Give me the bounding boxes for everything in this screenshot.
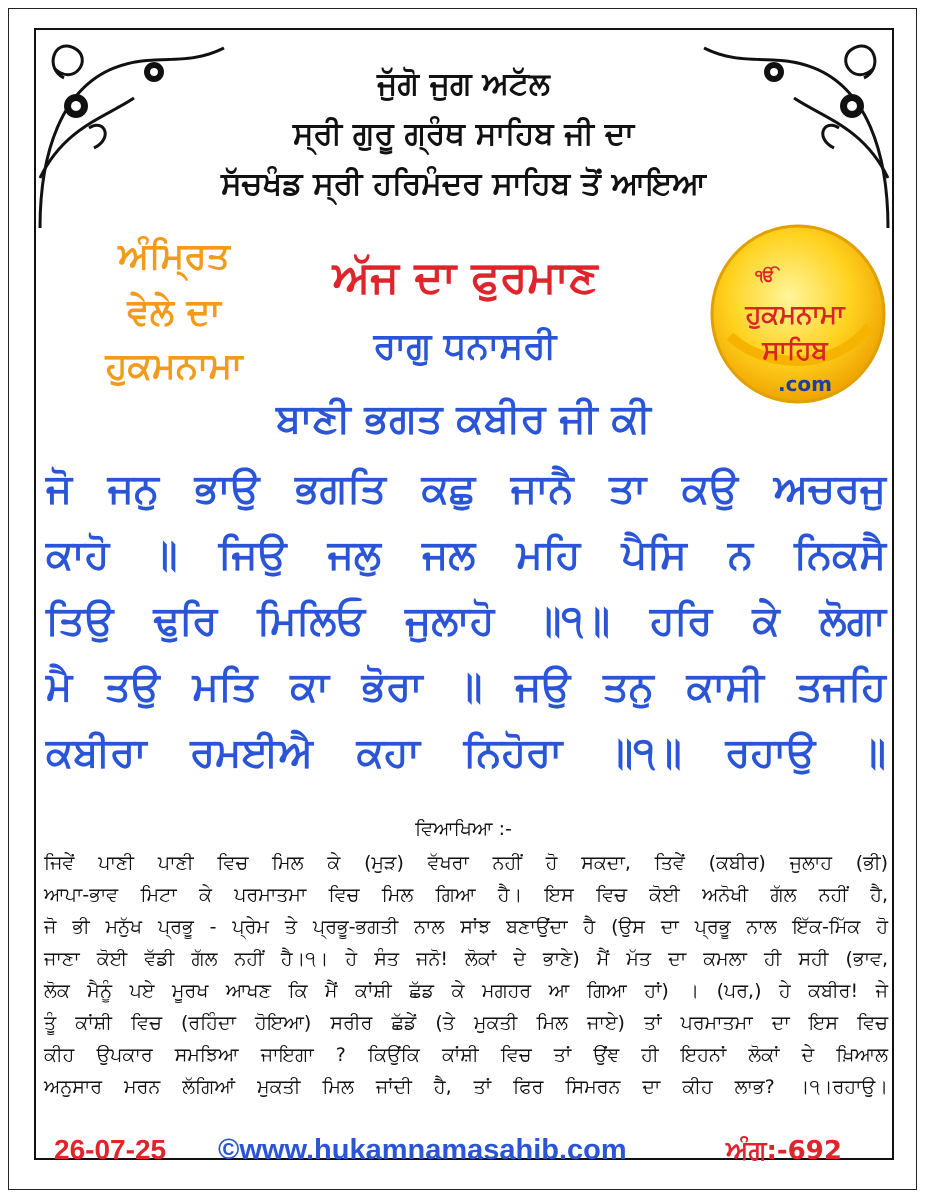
bani-heading: ਬਾਣੀ ਭਗਤ ਕਬੀਰ ਜੀ ਕੀ — [276, 396, 651, 442]
verse-line: ਤਿਉ ਢੁਰਿ ਮਿਲਿਓ ਜੁਲਾਹੋ ॥੧॥ ਹਰਿ ਕੇ ਲੋਗਾ — [46, 598, 886, 644]
hukamnama-sahib-logo — [700, 216, 890, 406]
header-line-1: ਜੁੱਗੋ ਜੁਗ ਅਟੱਲ — [377, 66, 550, 102]
logo-word-2: ਸਾਹਿਬ — [762, 336, 828, 366]
explanation-title: ਵਿਆਖਿਆ :- — [415, 818, 512, 840]
explanation-line: ਜਿਵੇਂ ਪਾਣੀ ਪਾਣੀ ਵਿਚ ਮਿਲ ਕੇ (ਮੁੜ) ਵੱਖਰਾ ਨਹੀਂ ਹੋ ਸਕਦਾ, ਤਿਵੇਂ (ਕਬੀਰ) ਜੁਲਾਹ (ਭੀ) — [44, 852, 888, 874]
verse-line: ਕਬੀਰਾ ਰਮਈਐ ਕਹਾ ਨਿਹੋਰਾ ॥੧॥ ਰਹਾਉ ॥ — [46, 730, 886, 776]
amrit-vele-line-3: ਹੁਕਮਨਾਮਾ — [105, 346, 243, 387]
logo-suffix: .com — [777, 372, 833, 396]
explanation-line: ਆਪਾ-ਭਾਵ ਮਿਟਾ ਕੇ ਪਰਮਾਤਮਾ ਵਿਚ ਮਿਲ ਗਿਆ ਹੈ। ਇਸ ਵਿਚ ਕੋਈ ਅਨੋਖੀ ਗੱਲ ਨਹੀਂ ਹੈ, — [44, 884, 888, 906]
footer-date: 26-07-25 — [54, 1134, 167, 1165]
logo-word-1: ਹੁਕਮਨਾਮਾ — [745, 300, 845, 330]
raag-heading: ਰਾਗੁ ਧਨਾਸਰੀ — [373, 326, 557, 367]
explanation-line: ਅਨੁਸਾਰ ਮਰਨ ਲੱਗਿਆਂ ਮੁਕਤੀ ਮਿਲ ਜਾਂਦੀ ਹੈ, ਤਾਂ ਫਿਰ ਸਿਮਰਨ ਦਾ ਕੀਹ ਲਾਭ? ।੧।ਰਹਾਉ। — [44, 1076, 888, 1098]
logo-ik-onkar: ੴ — [755, 266, 775, 285]
explanation-line: ਜਾਣਾ ਕੋਈ ਵੱਡੀ ਗੱਲ ਨਹੀਂ ਹੈ।੧। ਹੇ ਸੰਤ ਜਨੋ! ਲੋਕਾਂ ਦੇ ਭਾਣੇ) ਮੈਂ ਮੱਤ ਦਾ ਕਮਲਾ ਹੀ ਸਹੀ (ਭਾਵ, — [44, 948, 888, 970]
amrit-vele-line-2: ਵੇਲੇ ਦਾ — [127, 292, 221, 333]
amrit-vele-line-1: ਅੰਮ੍ਰਿਤ — [118, 236, 230, 277]
explanation-line: ਕੀਹ ਉਪਕਾਰ ਸਮਝਿਆ ਜਾਇਗਾ ? ਕਿਉਂਕਿ ਕਾਂਸ਼ੀ ਵਿਚ ਤਾਂ ਉਂਞ ਹੀ ਇਹਨਾਂ ਲੋਕਾਂ ਦੇ ਖ਼ਿਆਲ — [44, 1044, 888, 1066]
page-title: ਅੱਜ ਦਾ ਫੁਰਮਾਣ — [332, 252, 598, 303]
explanation-line: ਤੂੰ ਕਾਂਸ਼ੀ ਵਿਚ (ਰਹਿੰਦਾ ਹੋਇਆ) ਸਰੀਰ ਛੱਡੇਂ (ਤੇ ਮੁਕਤੀ ਮਿਲ ਜਾਏ) ਤਾਂ ਪਰਮਾਤਮਾ ਦਾ ਇਸ ਵਿਚ — [44, 1012, 888, 1034]
header-line-3: ਸੱਚਖੰਡ ਸ੍ਰੀ ਹਰਿਮੰਦਰ ਸਾਹਿਬ ਤੋਂ ਆਇਆ — [221, 166, 706, 202]
footer-ang-number: ਅੰਗ:-692 — [726, 1136, 842, 1166]
footer — [46, 1134, 886, 1178]
verse-line: ਮੈ ਤਉ ਮਤਿ ਕਾ ਭੋਰਾ ॥ ਜਉ ਤਨੁ ਕਾਸੀ ਤਜਹਿ — [46, 664, 886, 710]
explanation-line: ਲੋਕ ਮੈਨੂੰ ਪਏ ਮੂਰਖ ਆਖਣ ਕਿ ਮੈਂ ਕਾਂਸ਼ੀ ਛੱਡ ਕੇ ਮਗਹਰ ਆ ਗਿਆ ਹਾਂ) । (ਪਰ,) ਹੇ ਕਬੀਰ! ਜੇ — [44, 980, 888, 1002]
explanation-line: ਜੋ ਭੀ ਮਨੁੱਖ ਪ੍ਰਭੂ - ਪ੍ਰੇਮ ਤੇ ਪ੍ਰਭੂ-ਭਗਤੀ ਨਾਲ ਸਾਂਝ ਬਣਾਉਂਦਾ ਹੈ (ਉਸ ਦਾ ਪ੍ਰਭੂ ਨਾਲ ਇੱਕ-ਮਿੱਕ ਹੋ — [44, 916, 888, 938]
verse-line: ਕਾਹੋ ॥ ਜਿਉ ਜਲੁ ਜਲ ਮਹਿ ਪੈਸਿ ਨ ਨਿਕਸੈ — [46, 532, 886, 578]
header-line-2: ਸ੍ਰੀ ਗੁਰੂ ਗ੍ਰੰਥ ਸਾਹਿਬ ਜੀ ਦਾ — [292, 116, 635, 152]
footer-website-link[interactable]: ©www.hukamnamasahib.com — [218, 1134, 627, 1166]
verse-line: ਜੋ ਜਨੁ ਭਾਉ ਭਗਤਿ ਕਛੁ ਜਾਨੈ ਤਾ ਕਉ ਅਚਰਜੁ — [46, 466, 886, 512]
